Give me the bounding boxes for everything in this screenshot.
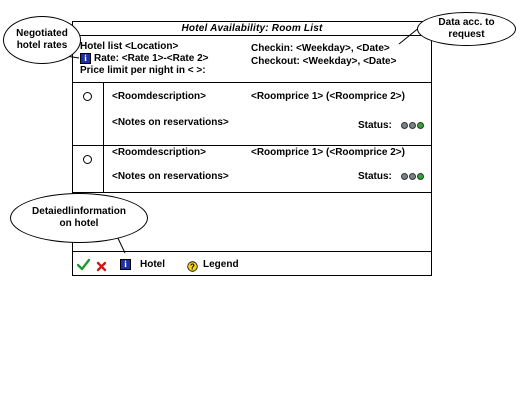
reservation-notes: <Notes on reservations> [112,171,229,182]
info-icon[interactable]: i [120,259,131,270]
room-prices: <Roomprice 1> (<Roomprice 2>) [251,147,405,158]
legend-button-label[interactable]: Legend [203,259,239,270]
callout-data-request [417,12,516,46]
callout-negotiated-rates [3,16,81,64]
reservation-notes: <Notes on reservations> [112,117,229,128]
room-description: <Roomdescription> [112,147,206,158]
hotel-list-label: Hotel list <Location> [80,41,179,52]
callout-text: Negotiated [16,28,68,39]
rate-label: Rate: <Rate 1>-<Rate 2> [94,53,209,64]
callout-text: on hotel [59,218,99,229]
info-icon[interactable]: i [80,53,91,64]
room-prices: <Roomprice 1> (<Roomprice 2>) [251,91,405,102]
status-label: Status: [358,171,392,182]
room-description: <Roomdescription> [112,91,206,102]
callout-text: Data acc. to [438,17,495,28]
status-label: Status: [358,120,392,131]
price-limit-label: Price limit per night in < >: [80,65,206,76]
callout-text: hotel rates [16,40,68,51]
svg-text:?: ? [190,262,195,272]
checkin-label: Checkin: <Weekday>, <Date> [251,43,390,54]
checkout-label: Checkout: <Weekday>, <Date> [251,56,397,67]
window-title: Hotel Availability: Room List [73,22,431,36]
callout-detailed-info [10,193,148,243]
hotel-button-label[interactable]: Hotel [140,259,165,270]
callout-text: request [448,29,485,40]
callout-text: Detaiedlinformation [32,206,126,217]
